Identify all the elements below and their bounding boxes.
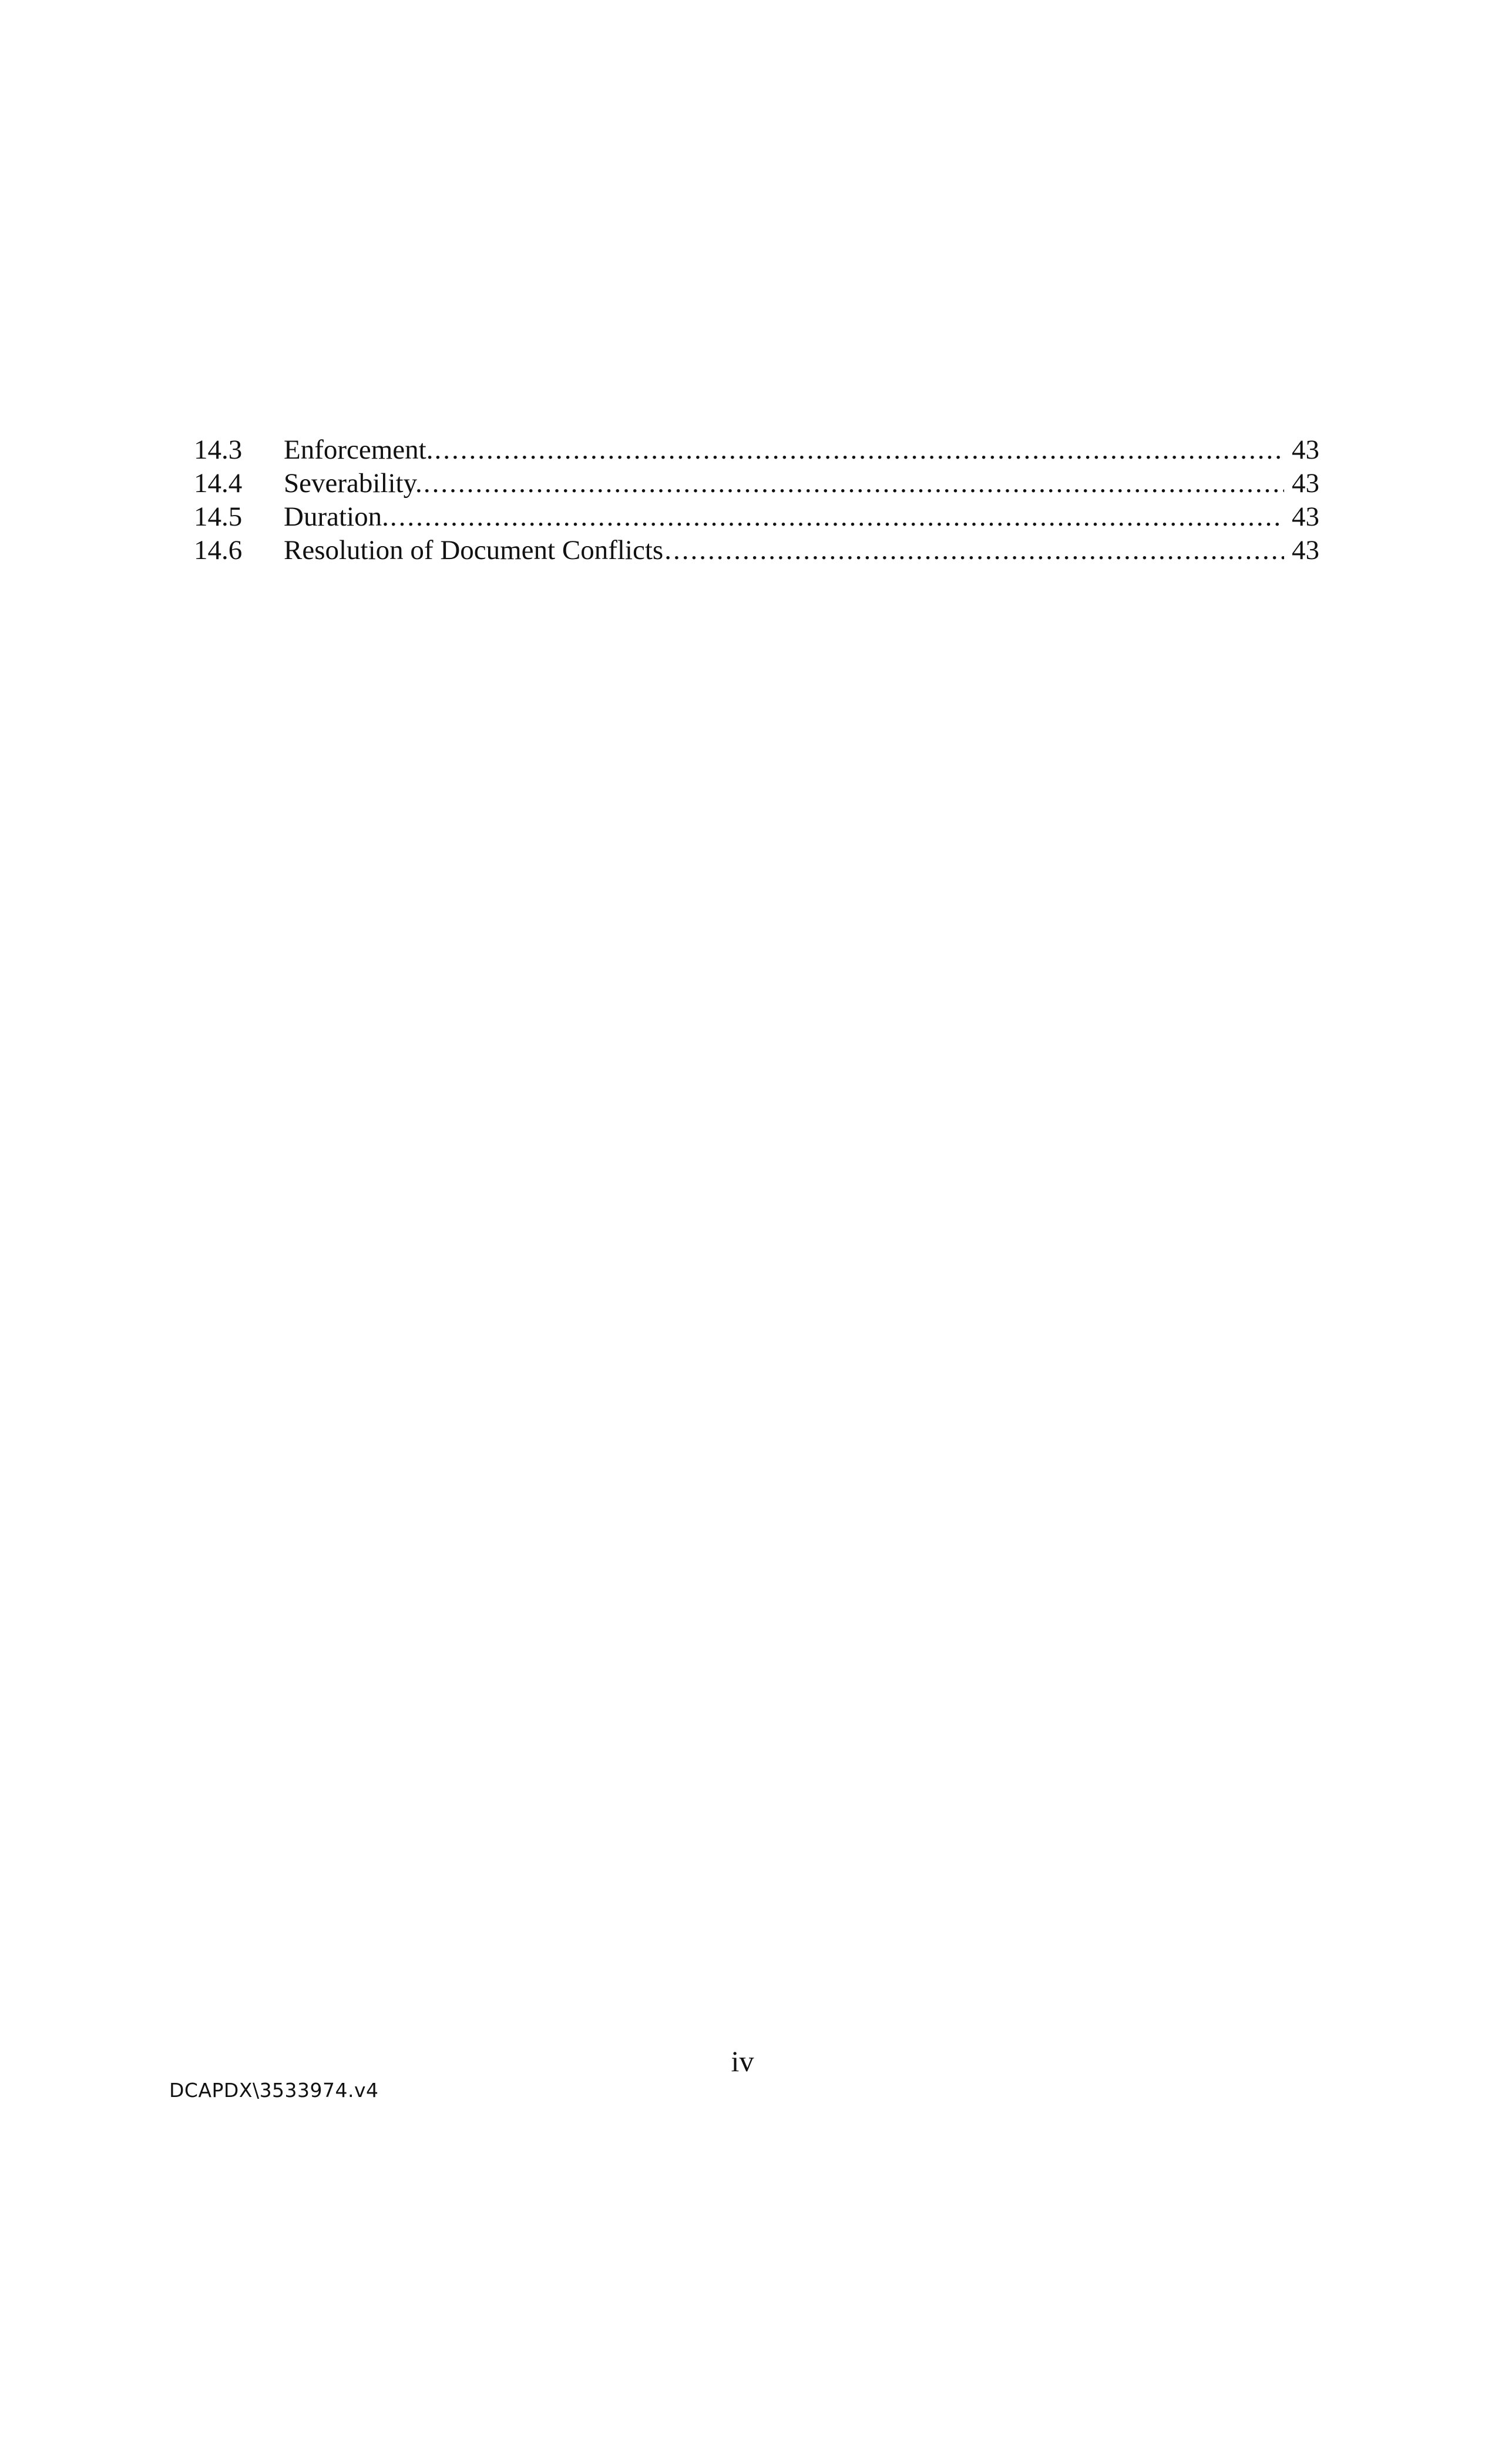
table-of-contents bbox=[194, 433, 1319, 567]
toc-entry-page: 43 bbox=[1292, 535, 1319, 565]
document-id: DCAPDX\3533974.v4 bbox=[169, 2079, 379, 2102]
toc-entry-page: 43 bbox=[1292, 435, 1319, 465]
toc-entry bbox=[194, 534, 1319, 567]
toc-entry-number: 14.5 bbox=[194, 501, 243, 532]
toc-entry-page: 43 bbox=[1292, 468, 1319, 499]
toc-entry bbox=[194, 500, 1319, 534]
toc-entry-title: Enforcement. bbox=[284, 435, 434, 465]
toc-dot-leader bbox=[434, 433, 1284, 467]
toc-entry-title: Duration. bbox=[284, 501, 389, 532]
toc-entry-title: Severability. bbox=[284, 468, 422, 499]
toc-dot-leader bbox=[664, 534, 1284, 567]
toc-entry bbox=[194, 467, 1319, 500]
toc-entry-number: 14.6 bbox=[194, 535, 243, 565]
toc-entry-page: 43 bbox=[1292, 501, 1319, 532]
toc-dot-leader bbox=[390, 500, 1284, 534]
toc-entry-number: 14.4 bbox=[194, 468, 243, 499]
toc-entry-number: 14.3 bbox=[194, 435, 243, 465]
toc-entry-title: Resolution of Document Conflicts bbox=[284, 535, 664, 565]
toc-dot-leader bbox=[424, 467, 1284, 500]
page-number: iv bbox=[731, 2045, 754, 2078]
toc-entry bbox=[194, 433, 1319, 467]
